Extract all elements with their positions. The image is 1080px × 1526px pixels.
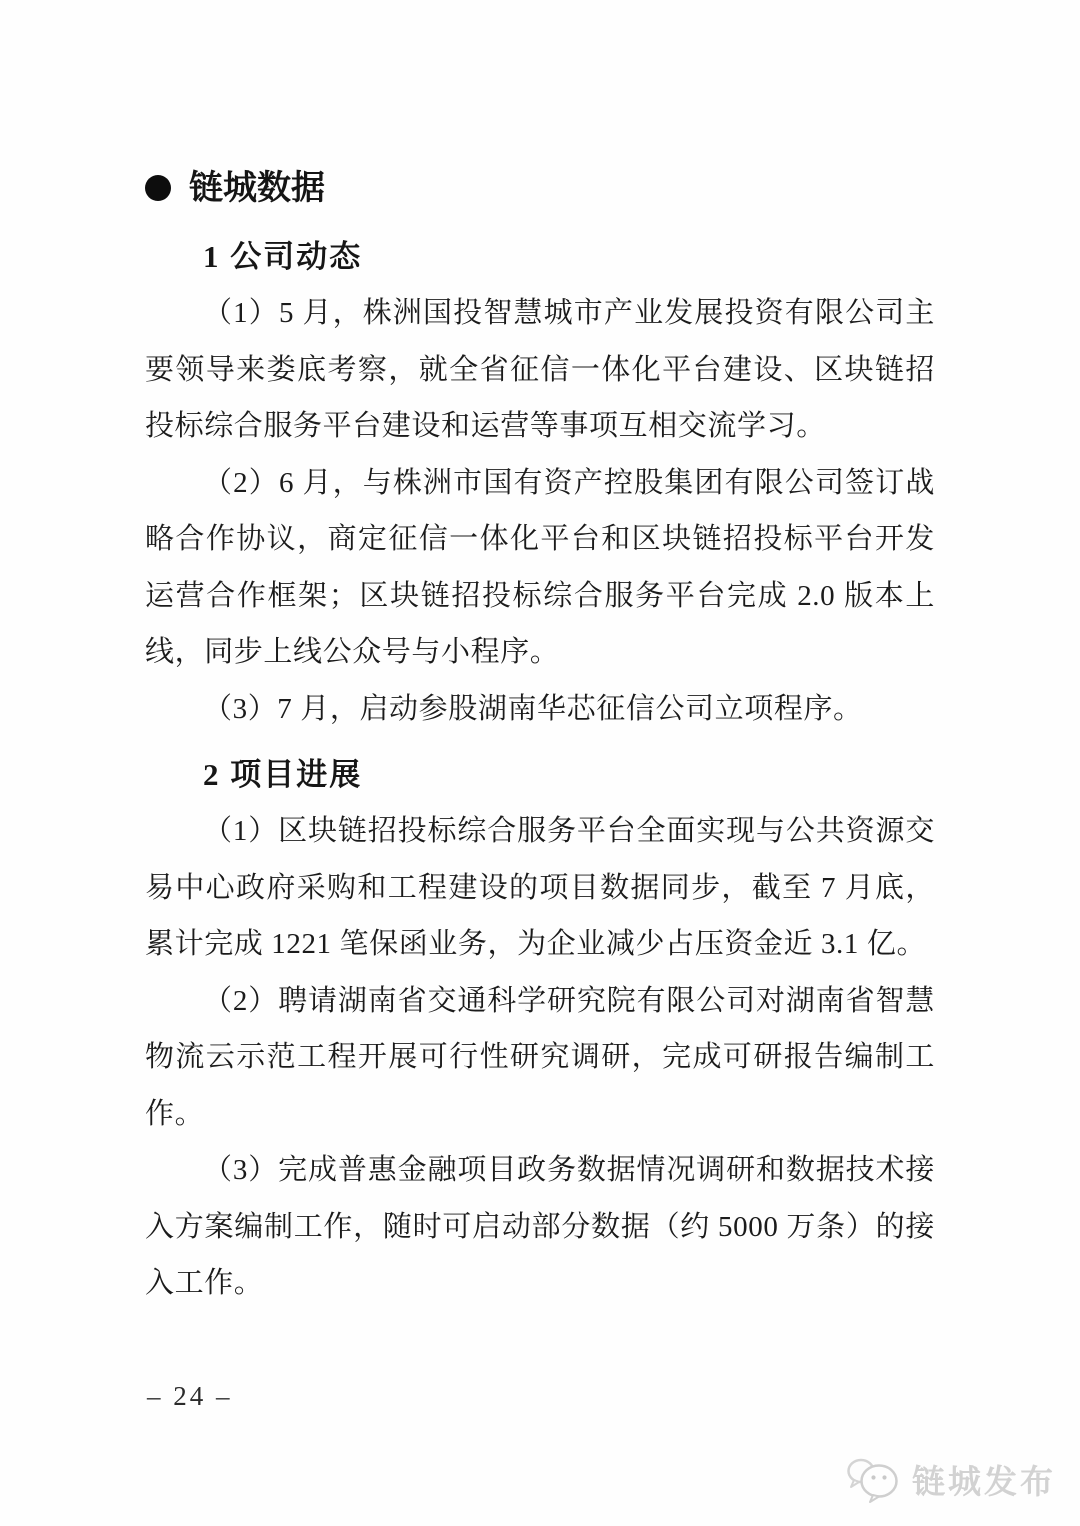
document-title: 链城数据 bbox=[189, 169, 325, 207]
paragraph: （1）区块链招投标综合服务平台全面实现与公共资源交易中心政府采购和工程建设的项目数据同步，截至 7 月底，累计完成 1221 笔保函业务，为企业减少占压资金近 3.1 亿。 bbox=[145, 815, 935, 960]
page-number: – 24 – bbox=[147, 1381, 233, 1411]
paragraph: （2）聘请湖南省交通科学研究院有限公司对湖南省智慧物流云示范工程开展可行性研究调研，完成可研报告编制工作。 bbox=[145, 984, 935, 1130]
section-heading-company-news: 1 公司动态 bbox=[203, 239, 363, 274]
paragraph: （3）完成普惠金融项目政务数据情况调研和数据技术接入方案编制工作，随时可启动部分数据（约 5000 万条）的接入工作。 bbox=[145, 1154, 935, 1299]
paragraph: （2）6 月，与株洲市国有资产控股集团有限公司签订战略合作协议，商定征信一体化平台和区块链招投标平台开发运营合作框架；区块链招投标综合服务平台完成 2.0 版本上线，同步上线公众号与小程序。 bbox=[145, 466, 935, 668]
paragraph: （3）7 月，启动参股湖南华芯征信公司立项程序。 bbox=[203, 692, 863, 725]
document-title-row bbox=[145, 168, 935, 208]
bullet-icon bbox=[145, 175, 171, 201]
wechat-icon bbox=[846, 1455, 902, 1503]
section-heading-project-progress: 2 项目进展 bbox=[203, 757, 363, 792]
paragraph: （1）5 月，株洲国投智慧城市产业发展投资有限公司主要领导来娄底考察，就全省征信一体化平台建设、区块链招投标综合服务平台建设和运营等事项互相交流学习。 bbox=[145, 297, 935, 442]
document-body bbox=[145, 168, 935, 1312]
publisher-name: 链城发布 bbox=[912, 1462, 1056, 1500]
publisher-watermark bbox=[846, 1455, 1056, 1503]
